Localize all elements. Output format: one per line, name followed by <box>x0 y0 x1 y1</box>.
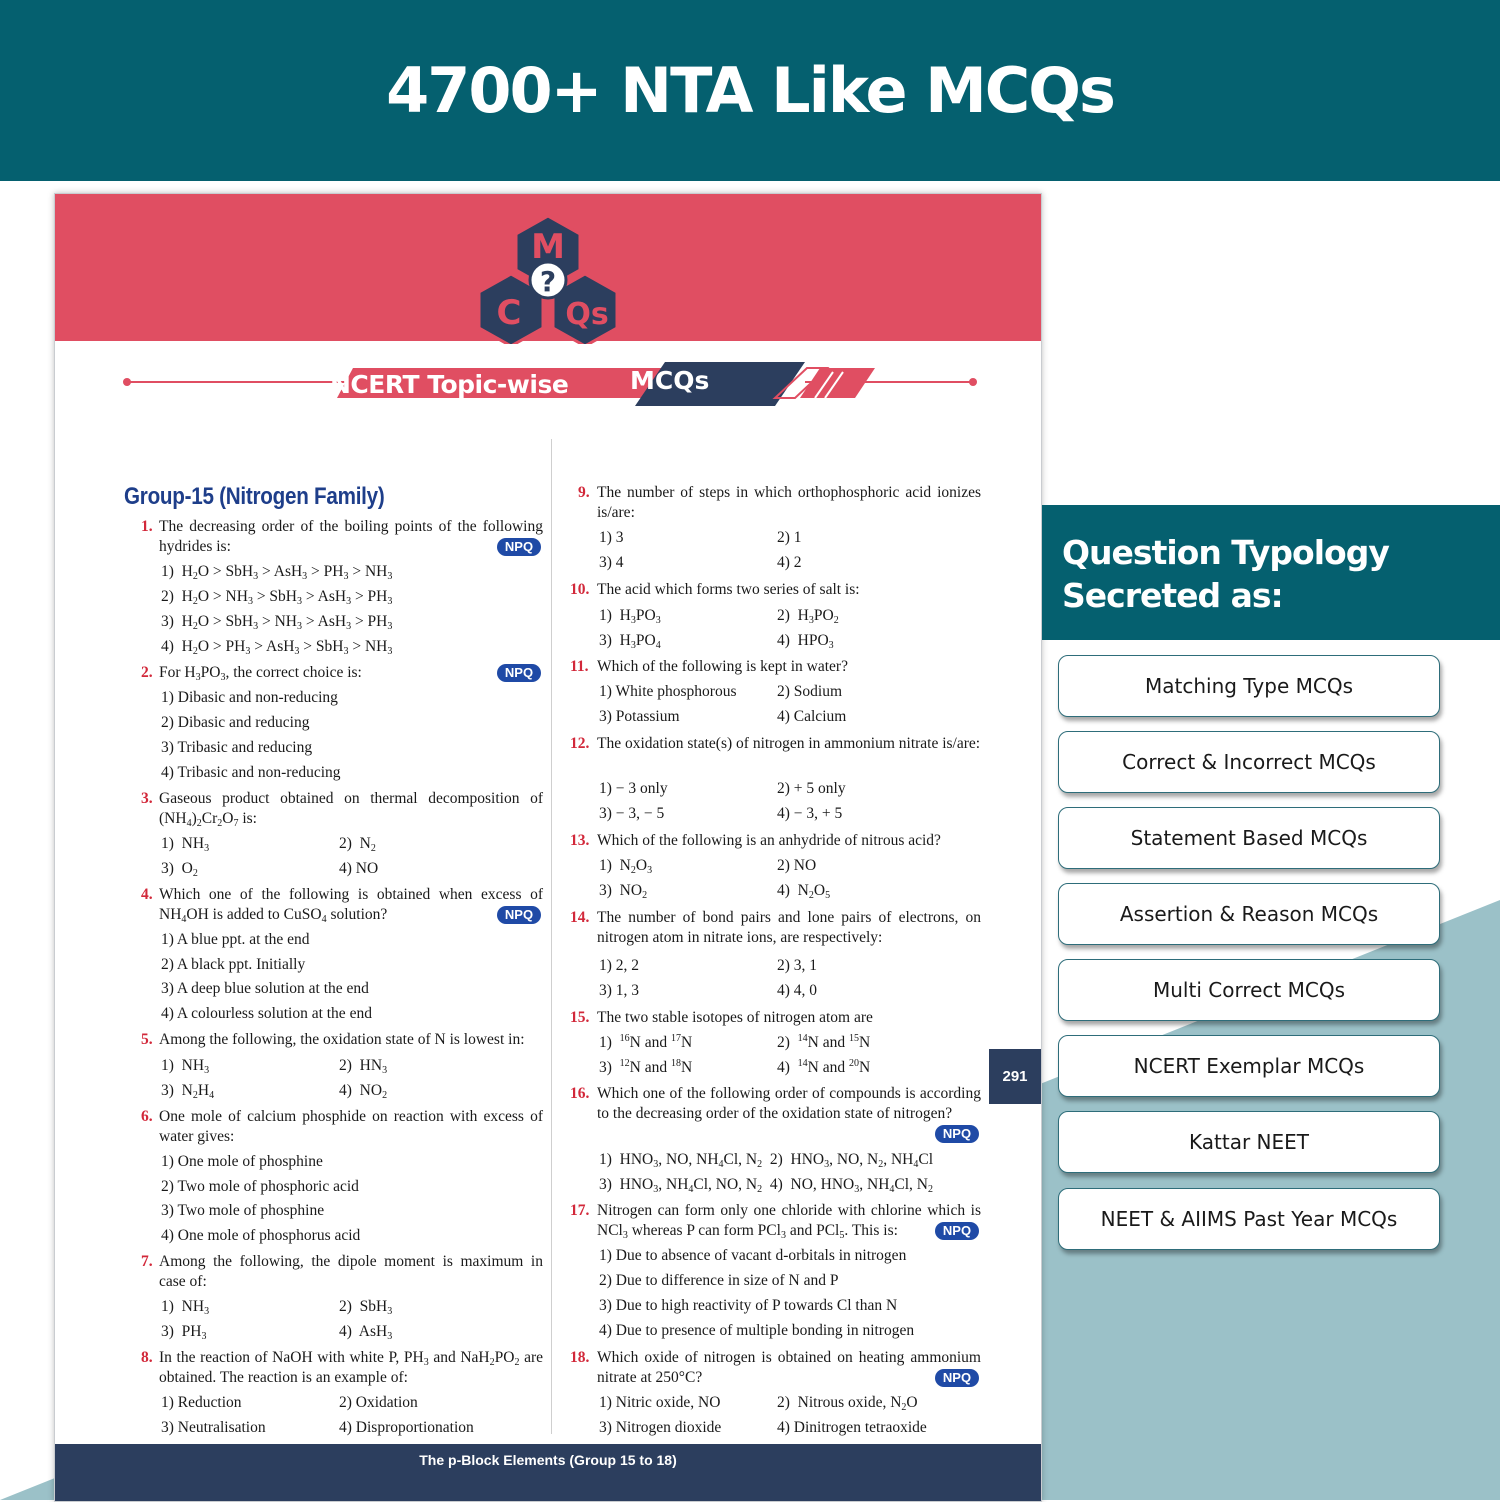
option: 1) − 3 only <box>599 780 668 797</box>
page-number: 291 <box>989 1049 1041 1104</box>
question-number: 2. <box>141 664 153 681</box>
question-text: Which one of the following is obtained when excess of $NH_4OH$ is added to CuSO$_4$ solution? <box>159 886 543 925</box>
question-text: Among the following, the dipole moment is maximum in case of: <box>159 1253 543 1290</box>
option: 1) White phosphorous <box>599 683 737 700</box>
question-text: The oxidation state(s) of nitrogen in ammonium nitrate is/are: <box>597 735 981 752</box>
option: 1) $NH_3$ <box>161 1057 210 1076</box>
question-number: 15. <box>570 1009 590 1026</box>
option: 2) Dibasic and reducing <box>161 714 310 731</box>
mcq-hexagon-logo <box>473 214 623 344</box>
typology-heading-line2: Secreted as: <box>1062 576 1283 615</box>
option: 2) Two mole of phosphoric acid <box>161 1178 359 1195</box>
typology-statement-based[interactable]: Statement Based MCQs <box>1058 807 1440 869</box>
option: 4) Disproportionation <box>339 1419 474 1436</box>
option: 1) 2, 2 <box>599 957 640 974</box>
option: 1) Reduction <box>161 1394 242 1411</box>
logo-letters-qs: Qs <box>565 297 609 332</box>
option: 4) $^{14}$N and $^{20}$N <box>777 1058 871 1076</box>
option: 3) Two mole of phosphine <box>161 1202 325 1219</box>
question-text: The number of steps in which orthophosphoric acid ionizes is/are: <box>597 484 981 521</box>
option: 2) Nitrous oxide, $N_2O$ <box>777 1394 918 1413</box>
question-text: For $H_3PO_3$, the correct choice is: <box>159 664 362 683</box>
question-number: 3. <box>141 790 153 807</box>
option: 3) $H_3PO_4$ <box>599 632 661 651</box>
npq-badge: NPQ <box>935 1369 979 1387</box>
option: 1) $H_2O > SbH_3 > AsH_3 > PH_3 > NH_3$ <box>161 563 393 582</box>
book-page <box>54 193 1042 1502</box>
option: 4) $H_2O > PH_3 > AsH_3 > SbH_3 > NH_3$ <box>161 638 393 657</box>
option: 2) Sodium <box>777 683 843 700</box>
option: 1) One mole of phosphine <box>161 1153 323 1170</box>
ribbon-ncert-topic-wise: NCERT Topic-wise <box>330 370 569 399</box>
option: 3) $HNO_3$, $NH_4Cl$, NO, $N_2$ 4) NO, $HNO_3$, $NH_4Cl$, $N_2$ <box>599 1176 933 1195</box>
option: 3) $NO_2$ <box>599 882 648 901</box>
option: 2) Oxidation <box>339 1394 418 1411</box>
npq-badge: NPQ <box>497 906 541 924</box>
option: 3) Nitrogen dioxide <box>599 1419 722 1436</box>
option: 3) Due to high reactivity of P towards Cl than N <box>599 1297 898 1314</box>
question-text: Which one of the following order of compounds is according to the decreasing order of the oxidation state of nitrogen? <box>597 1085 981 1122</box>
question-text: Which of the following is kept in water? <box>597 658 848 675</box>
option: 4) A colourless solution at the end <box>161 1005 372 1022</box>
option: 2) NO <box>777 857 817 874</box>
banner-title: 4700+ NTA Like MCQs <box>386 54 1114 127</box>
group-title: Group-15 (Nitrogen Family) <box>124 483 385 510</box>
npq-badge: NPQ <box>497 538 541 556</box>
typology-correct-incorrect[interactable]: Correct & Incorrect MCQs <box>1058 731 1440 793</box>
question-number: 9. <box>578 484 590 501</box>
option: 1) $HNO_3$, NO, $NH_4Cl$, $N_2$ 2) $HNO_3$, NO, $N_2$, $NH_4Cl$ <box>599 1151 934 1170</box>
question-text: The decreasing order of the boiling points of the following hydrides is: <box>159 518 543 555</box>
option: 2) $HN_3$ <box>339 1057 388 1076</box>
ribbon-mcqs: MCQs <box>630 366 710 395</box>
page-footer: The p-Block Elements (Group 15 to 18) <box>55 1444 1041 1501</box>
logo-letter-m: M <box>531 227 565 267</box>
npq-badge: NPQ <box>935 1222 979 1240</box>
option: 2) A black ppt. Initially <box>161 956 306 973</box>
option: 4) $NO_2$ <box>339 1082 388 1101</box>
option: 1) $H_3PO_3$ <box>599 607 661 626</box>
option: 3) A deep blue solution at the end <box>161 980 369 997</box>
question-number: 1. <box>141 518 153 535</box>
option: 4) AsH$_3$ <box>339 1323 393 1342</box>
question-text: One mole of calcium phosphide on reaction with excess of water gives: <box>159 1108 543 1145</box>
option: 2) $H_3PO_2$ <box>777 607 839 626</box>
option: 2) 1 <box>777 529 802 546</box>
typology-kattar-neet[interactable]: Kattar NEET <box>1058 1111 1440 1173</box>
question-number: 11. <box>570 658 589 675</box>
typology-multi-correct[interactable]: Multi Correct MCQs <box>1058 959 1440 1021</box>
column-divider <box>551 439 552 1434</box>
option: 4) $N_2O_5$ <box>777 882 831 901</box>
question-text: Among the following, the oxidation state of N is lowest in: <box>159 1031 525 1048</box>
option: 3) 4 <box>599 554 624 571</box>
question-number: 18. <box>570 1349 590 1366</box>
option: 1) $NH_3$ <box>161 835 210 854</box>
question-number: 13. <box>570 832 590 849</box>
question-number: 16. <box>570 1085 590 1102</box>
option: 2) + 5 only <box>777 780 846 797</box>
option: 3) − 3, − 5 <box>599 805 665 822</box>
top-banner <box>0 0 1500 181</box>
option: 3) $N_2H_4$ <box>161 1082 215 1101</box>
question-text: Nitrogen can form only one chloride with chlorine which is NCl$_3$ whereas P can form PCl$_3$ and PCl$_5$. This is: <box>597 1202 981 1241</box>
question-number: 6. <box>141 1108 153 1125</box>
option: 4) $HPO_3$ <box>777 632 834 651</box>
option: 3) $H_2O > SbH_3 > NH_3 > AsH_3 > PH_3$ <box>161 613 393 632</box>
option: 3) Potassium <box>599 708 680 725</box>
option: 2) $^{14}$N and $^{15}$N <box>777 1033 871 1051</box>
question-text: Gaseous product obtained on thermal decomposition of $(NH_4)_2Cr_2O_7$ is: <box>159 790 543 829</box>
option: 3) $^{12}$N and $^{18}$N <box>599 1058 693 1076</box>
option: 3) 1, 3 <box>599 982 640 999</box>
question-number: 5. <box>141 1031 153 1048</box>
logo-question-mark: ? <box>539 265 557 298</box>
option: 1) $NH_3$ <box>161 1298 210 1317</box>
option: 3) Neutralisation <box>161 1419 266 1436</box>
option: 4) − 3, + 5 <box>777 805 843 822</box>
option: 4) Tribasic and non-reducing <box>161 764 341 781</box>
option: 1) A blue ppt. at the end <box>161 931 310 948</box>
question-number: 17. <box>570 1202 590 1219</box>
option: 4) 4, 0 <box>777 982 818 999</box>
option: 4) Calcium <box>777 708 847 725</box>
option: 2) SbH$_3$ <box>339 1298 393 1317</box>
question-number: 12. <box>570 735 590 752</box>
typology-heading-line1: Question Typology <box>1062 533 1389 572</box>
option: 1) Due to absence of vacant d-orbitals in nitrogen <box>599 1247 907 1264</box>
question-number: 7. <box>141 1253 153 1270</box>
option: 1) $^{16}$N and $^{17}$N <box>599 1033 693 1051</box>
option: 4) Dinitrogen tetraoxide <box>777 1419 927 1436</box>
option: 2) Due to difference in size of N and P <box>599 1272 839 1289</box>
question-text: The number of bond pairs and lone pairs of electrons, on nitrogen atom in nitrate ions, are respectively: <box>597 909 981 946</box>
npq-badge: NPQ <box>935 1125 979 1143</box>
option: 3) Tribasic and reducing <box>161 739 313 756</box>
option: 4) NO <box>339 860 379 877</box>
option: 4) 2 <box>777 554 802 571</box>
option: 1) $N_2O_3$ <box>599 857 653 876</box>
option: 4) One mole of phosphorus acid <box>161 1227 361 1244</box>
question-number: 14. <box>570 909 590 926</box>
option: 1) Dibasic and non-reducing <box>161 689 338 706</box>
typology-assertion-reason[interactable]: Assertion & Reason MCQs <box>1058 883 1440 945</box>
option: 3) $O_2$ <box>161 860 198 879</box>
question-number: 10. <box>570 581 590 598</box>
question-number: 4. <box>141 886 153 903</box>
question-text: The two stable isotopes of nitrogen atom are <box>597 1009 873 1026</box>
question-text: The acid which forms two series of salt is: <box>597 581 860 598</box>
option: 1) 3 <box>599 529 624 546</box>
typology-ncert-exemplar[interactable]: NCERT Exemplar MCQs <box>1058 1035 1440 1097</box>
question-text: In the reaction of NaOH with white P, $PH_3$ and $NaH_2PO_2$ are obtained. The reaction is an example of: <box>159 1349 543 1386</box>
question-text: Which oxide of nitrogen is obtained on heating ammonium nitrate at 250°C? <box>597 1349 981 1386</box>
typology-matching-type[interactable]: Matching Type MCQs <box>1058 655 1440 717</box>
question-number: 8. <box>141 1349 153 1366</box>
typology-past-year[interactable]: NEET & AIIMS Past Year MCQs <box>1058 1188 1440 1250</box>
logo-letter-c: C <box>496 293 522 333</box>
npq-badge: NPQ <box>497 664 541 682</box>
typology-heading-box <box>1042 505 1500 640</box>
option: 3) $PH_3$ <box>161 1323 207 1342</box>
option: 1) Nitric oxide, NO <box>599 1394 721 1411</box>
question-text: Which of the following is an anhydride of nitrous acid? <box>597 832 941 849</box>
option: 2) 3, 1 <box>777 957 818 974</box>
option: 2) $N_2$ <box>339 835 376 854</box>
option: 4) Due to presence of multiple bonding in nitrogen <box>599 1322 915 1339</box>
option: 2) $H_2O > NH_3 > SbH_3 > AsH_3 > PH_3$ <box>161 588 393 607</box>
